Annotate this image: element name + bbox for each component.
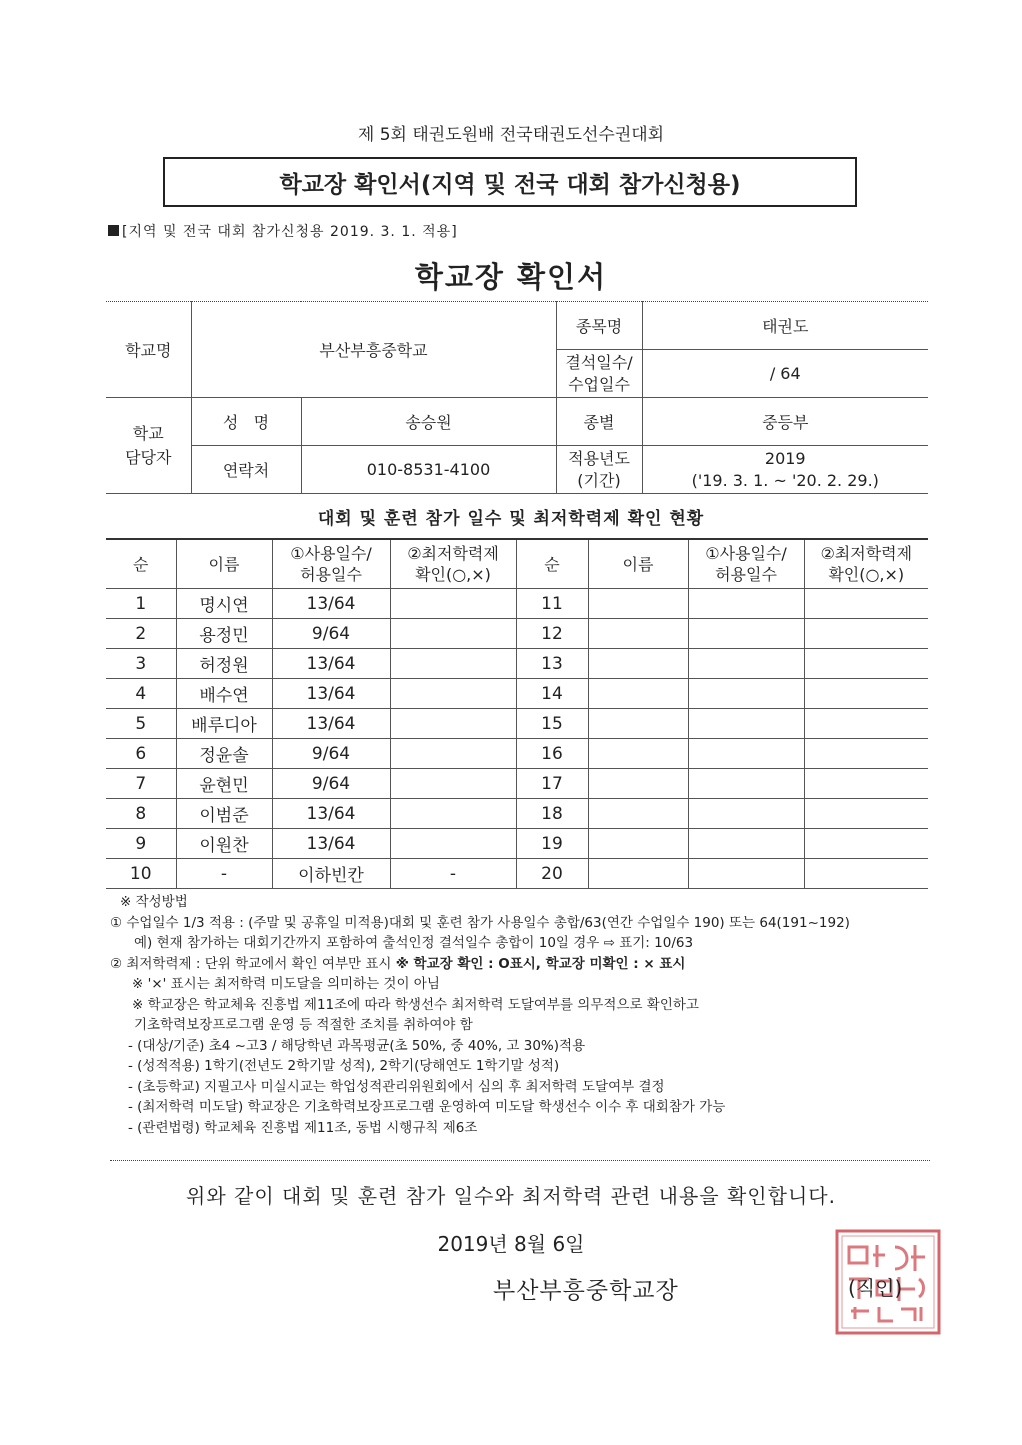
row-days-2 <box>688 829 804 859</box>
event-value: 태권도 <box>642 302 928 350</box>
row-days-2 <box>688 589 804 619</box>
row-name: 용정민 <box>176 619 272 649</box>
row-name-2 <box>588 679 688 709</box>
row-no: 4 <box>106 679 176 709</box>
row-days-2 <box>688 619 804 649</box>
instruction-line: - (최저학력 미도달) 학교장은 기초학력보장프로그램 운영하여 미도달 학생선수 이수 후 대회참가 가능 <box>128 1099 726 1115</box>
col-days-2-line2: 허용일수 <box>715 565 777 584</box>
row-no-2: 12 <box>516 619 588 649</box>
row-name-2 <box>588 799 688 829</box>
info-table <box>106 301 928 494</box>
row-no-2: 19 <box>516 829 588 859</box>
table-row <box>106 619 928 649</box>
row-check <box>390 709 516 739</box>
row-days-2 <box>688 769 804 799</box>
row-name-2 <box>588 769 688 799</box>
row-name-2 <box>588 649 688 679</box>
instruction-bold-text: ※ 학교장 확인 : O표시, 학교장 미확인 : × 표시 <box>395 955 686 972</box>
name-value: 송승원 <box>301 398 556 446</box>
row-days: 13/64 <box>272 799 390 829</box>
row-no: 6 <box>106 739 176 769</box>
row-days-2 <box>688 709 804 739</box>
row-no: 1 <box>106 589 176 619</box>
confirmation-text: 위와 같이 대회 및 훈련 참가 일수와 최저학력 관련 내용을 확인합니다. <box>186 1184 836 1208</box>
row-name: - <box>176 859 272 889</box>
instruction-line: - (초등학교) 지필고사 미실시교는 학업성적관리위원회에서 심의 후 최저학력 도달여부 결정 <box>128 1078 665 1095</box>
row-no-2: 13 <box>516 649 588 679</box>
row-days: 13/64 <box>272 829 390 859</box>
col-days-2 <box>688 539 804 589</box>
absence-value: / 64 <box>642 350 928 398</box>
col-no-2: 순 <box>516 539 588 589</box>
row-no-2: 15 <box>516 709 588 739</box>
table-row <box>106 739 928 769</box>
row-name: 배수연 <box>176 679 272 709</box>
col-check-2 <box>804 539 928 589</box>
row-check <box>390 649 516 679</box>
row-no-2: 14 <box>516 679 588 709</box>
col-check-2-line1: ②최저학력제 <box>820 544 913 563</box>
year-label-line1: 적용년도 <box>568 448 630 468</box>
row-name: 이범준 <box>176 799 272 829</box>
row-check-2 <box>804 769 928 799</box>
row-name-2 <box>588 739 688 769</box>
manager-label-line1: 학교 <box>132 423 164 443</box>
instructions-heading: ※ 작성방법 <box>120 894 188 910</box>
row-check-2 <box>804 589 928 619</box>
instruction-line: - (성적적용) 1학기(전년도 2학기말 성적), 2학기(당해연도 1학기말 성적) <box>128 1058 560 1074</box>
col-name-2: 이름 <box>588 539 688 589</box>
manager-label <box>106 398 191 494</box>
square-bullet-icon <box>108 225 119 236</box>
year-value-line: 2019 <box>764 448 806 468</box>
form-note-text: [지역 및 전국 대회 참가신청용 2019. 3. 1. 적용] <box>122 224 458 240</box>
row-days: 9/64 <box>272 619 390 649</box>
row-name-2 <box>588 859 688 889</box>
row-days: 9/64 <box>272 769 390 799</box>
col-no: 순 <box>106 539 176 589</box>
row-check-2 <box>804 829 928 859</box>
col-check-2-line2: 확인(○,×) <box>828 565 905 584</box>
row-no-2: 18 <box>516 799 588 829</box>
row-name-2 <box>588 709 688 739</box>
row-name: 윤현민 <box>176 769 272 799</box>
period-value-line: ('19. 3. 1. ~ '20. 2. 29.) <box>691 470 879 490</box>
row-check-2 <box>804 649 928 679</box>
row-no: 2 <box>106 619 176 649</box>
row-check <box>390 769 516 799</box>
instruction-line: 예) 현재 참가하는 대회기간까지 포함하여 출석인정 결석일수 총합이 10일 경우 ⇨ 표기: 10/63 <box>134 935 694 951</box>
year-value <box>642 446 928 494</box>
row-no: 5 <box>106 709 176 739</box>
row-no: 10 <box>106 859 176 889</box>
row-check <box>390 679 516 709</box>
school-label: 학교명 <box>106 302 191 398</box>
col-check-line1: ②최저학력제 <box>407 544 499 563</box>
row-name-2 <box>588 619 688 649</box>
row-check-2 <box>804 739 928 769</box>
category-label: 종별 <box>556 398 642 446</box>
row-no-2: 17 <box>516 769 588 799</box>
row-days-2 <box>688 679 804 709</box>
status-title: 대회 및 훈련 참가 일수 및 최저학력제 확인 현황 <box>317 509 705 529</box>
year-label-line2: (기간) <box>577 470 621 490</box>
row-check-2 <box>804 679 928 709</box>
row-no: 7 <box>106 769 176 799</box>
instruction-line: ※ '×' 표시는 최저학력 미도달을 의미하는 것이 아님 <box>132 976 440 992</box>
row-days-2 <box>688 859 804 889</box>
row-check-2 <box>804 799 928 829</box>
instruction-line: 기초학력보장프로그램 운영 등 적절한 조치를 취하여야 함 <box>134 1017 473 1033</box>
table-row <box>106 859 928 889</box>
table-row <box>106 709 928 739</box>
col-name: 이름 <box>176 539 272 589</box>
issue-date: 2019년 8월 6일 <box>437 1232 585 1256</box>
row-days-2 <box>688 649 804 679</box>
row-no: 8 <box>106 799 176 829</box>
school-value: 부산부흥중학교 <box>191 302 556 398</box>
instruction-text: ② 최저학력제 : 단위 학교에서 확인 여부만 표시 <box>110 955 396 972</box>
row-name: 이원찬 <box>176 829 272 859</box>
document-title-box: 학교장 확인서(지역 및 전국 대회 참가신청용) <box>163 157 857 207</box>
row-days-2 <box>688 799 804 829</box>
col-days-line1: ①사용일수/ <box>290 544 372 563</box>
table-row <box>106 679 928 709</box>
year-label <box>556 446 642 494</box>
row-no: 3 <box>106 649 176 679</box>
col-check-line2: 확인(○,×) <box>415 565 491 584</box>
col-check <box>390 539 516 589</box>
row-check <box>390 589 516 619</box>
row-name: 명시연 <box>176 589 272 619</box>
main-title: 학교장 확인서 <box>414 260 608 294</box>
row-name: 정윤솔 <box>176 739 272 769</box>
students-table <box>106 538 928 889</box>
row-days: 9/64 <box>272 739 390 769</box>
table-row <box>106 769 928 799</box>
col-days-line2: 허용일수 <box>300 565 362 584</box>
row-days: 13/64 <box>272 679 390 709</box>
row-no-2: 20 <box>516 859 588 889</box>
row-no-2: 16 <box>516 739 588 769</box>
instructions <box>110 892 940 1138</box>
divider <box>110 1160 930 1161</box>
row-check <box>390 799 516 829</box>
row-check <box>390 619 516 649</box>
seal-label: (직인) <box>848 1276 903 1300</box>
row-days: 13/64 <box>272 709 390 739</box>
manager-label-line2: 담당자 <box>125 447 172 467</box>
row-days: 13/64 <box>272 589 390 619</box>
row-check-2 <box>804 709 928 739</box>
row-name-2 <box>588 829 688 859</box>
form-note <box>108 221 458 241</box>
absence-label-line1: 결석일수/ <box>565 352 633 372</box>
row-check <box>390 829 516 859</box>
row-check <box>390 739 516 769</box>
row-check: - <box>390 859 516 889</box>
row-check-2 <box>804 859 928 889</box>
table-row <box>106 829 928 859</box>
absence-label-line2: 수업일수 <box>568 374 630 394</box>
event-title: 제 5회 태권도원배 전국태권도선수권대회 <box>357 125 665 145</box>
instruction-line: - (관련법령) 학교체육 진흥법 제11조, 동법 시행규칙 제6조 <box>128 1119 478 1136</box>
instruction-line: ※ 학교장은 학교체육 진흥법 제11조에 따라 학생선수 최저학력 도달여부를 의무적으로 확인하고 <box>132 996 699 1013</box>
absence-label <box>556 350 642 398</box>
row-no: 9 <box>106 829 176 859</box>
instruction-line <box>110 954 940 975</box>
category-value: 중등부 <box>642 398 928 446</box>
row-no-2: 11 <box>516 589 588 619</box>
row-name: 허정원 <box>176 649 272 679</box>
instruction-line: - (대상/기준) 초4 ~고3 / 해당학년 과목평균(초 50%, 중 40%, 고 30%)적용 <box>128 1037 586 1054</box>
table-row <box>106 649 928 679</box>
row-name-2 <box>588 589 688 619</box>
row-check-2 <box>804 619 928 649</box>
contact-label: 연락처 <box>191 446 301 494</box>
table-row <box>106 589 928 619</box>
row-days: 13/64 <box>272 649 390 679</box>
col-days <box>272 539 390 589</box>
event-label: 종목명 <box>556 302 642 350</box>
row-days: 이하빈칸 <box>272 859 390 889</box>
name-label: 성 명 <box>191 398 301 446</box>
principal-name: 부산부흥중학교장 <box>493 1278 679 1304</box>
row-days-2 <box>688 739 804 769</box>
table-row <box>106 799 928 829</box>
instruction-line: ① 수업일수 1/3 적용 : (주말 및 공휴일 미적용)대회 및 훈련 참가 사용일수 총합/63(연간 수업일수 190) 또는 64(191~192) <box>110 914 850 931</box>
row-name: 배루디아 <box>176 709 272 739</box>
contact-value: 010-8531-4100 <box>301 446 556 494</box>
col-days-2-line1: ①사용일수/ <box>705 544 787 563</box>
